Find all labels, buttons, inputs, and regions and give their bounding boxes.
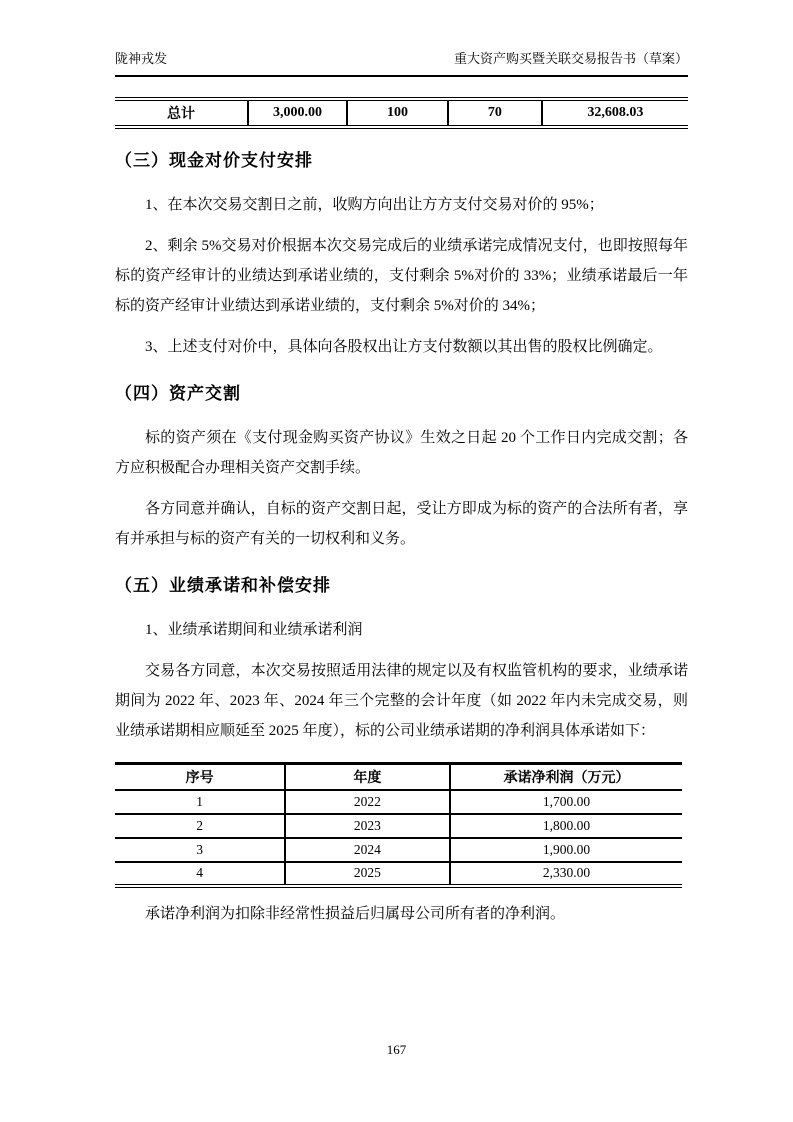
summary-total-value-4: 32,608.03 [542,99,688,127]
cell-year: 2023 [285,814,450,838]
table-row [115,790,682,814]
cell-profit: 2,330.00 [450,862,683,886]
profit-table-header-index: 序号 [115,764,285,790]
section-heading-cash-payment: （三）现金对价支付安排 [115,151,313,170]
page-number: 167 [386,1042,407,1057]
summary-total-value-1: 3,000.00 [248,99,347,127]
cell-year: 2024 [285,838,450,862]
paragraph-payment-item-1: 1、在本次交易交割日之前，收购方向出让方方支付交易对价的 95%； [145,197,604,213]
cell-profit: 1,700.00 [450,790,683,814]
cell-index: 3 [115,838,285,862]
paragraph-payment-item-2: 2、剩余 5%交易对价根据本次交易完成后的业绩承诺完成情况支付，也即按照每年标的资产经审计的业绩达到承诺业绩的，支付剩余 5%对价的 33%；业绩承诺最后一年标的资产经审计业绩达到承诺业绩的，支付剩余 5%对价的 34%； [115,238,688,314]
cell-profit: 1,800.00 [450,814,683,838]
summary-total-value-2: 100 [347,99,448,127]
cell-index: 1 [196,793,203,809]
cell-year: 2022 [285,790,450,814]
table-row [115,814,682,838]
paragraph-delivery-1: 标的资产须在《支付现金购买资产协议》生效之日起 20 个工作日内完成交割；各方应积极配合办理相关资产交割手续。 [115,430,688,476]
paragraph-profit-definition: 承诺净利润为扣除非经常性损益后归属母公司所有者的净利润。 [145,905,566,922]
profit-table-header-row [115,764,682,790]
table-row [115,838,682,862]
paragraph-commitment-detail: 交易各方同意，本次交易按照适用法律的规定以及有权监管机构的要求，业绩承诺期间为 2022 年、2023 年、2024 年三个完整的会计年度（如 2022 年内未完成交易，则业绩承诺期相应顺延至 2025 年度），标的公司业绩承诺期的净利润具体承诺如下： [115,663,688,739]
summary-total-label: 总计 [166,107,195,122]
cell-index: 4 [115,862,285,886]
paragraph-delivery-2: 各方同意并确认，自标的资产交割日起，受让方即成为标的资产的合法所有者，享有并承担与标的资产有关的一切权利和义务。 [115,501,688,547]
summary-total-value-3: 70 [448,99,542,127]
paragraph-commitment-subitem: 1、业绩承诺期间和业绩承诺利润 [145,622,363,638]
profit-table-header-year: 年度 [285,764,450,790]
running-header [115,50,688,77]
section-heading-performance-commitment: （五）业绩承诺和补偿安排 [115,576,331,595]
header-report-title: 重大资产购买暨关联交易报告书（草案） [453,51,688,66]
section-heading-asset-delivery: （四）资产交割 [115,384,241,403]
summary-total-row [115,99,688,127]
paragraph-payment-item-3: 3、上述支付对价中，具体向各股权出让方支付数额以其出售的股权比例确定。 [145,339,663,355]
cell-profit: 1,900.00 [450,838,683,862]
table-row [115,862,682,886]
profit-commitment-table [115,762,682,888]
cell-index: 2 [115,814,285,838]
header-company-name: 陇神戎发 [115,51,168,66]
summary-table-continued [115,97,688,129]
cell-year: 2025 [285,862,450,886]
profit-table-header-profit: 承诺净利润（万元） [450,764,683,790]
